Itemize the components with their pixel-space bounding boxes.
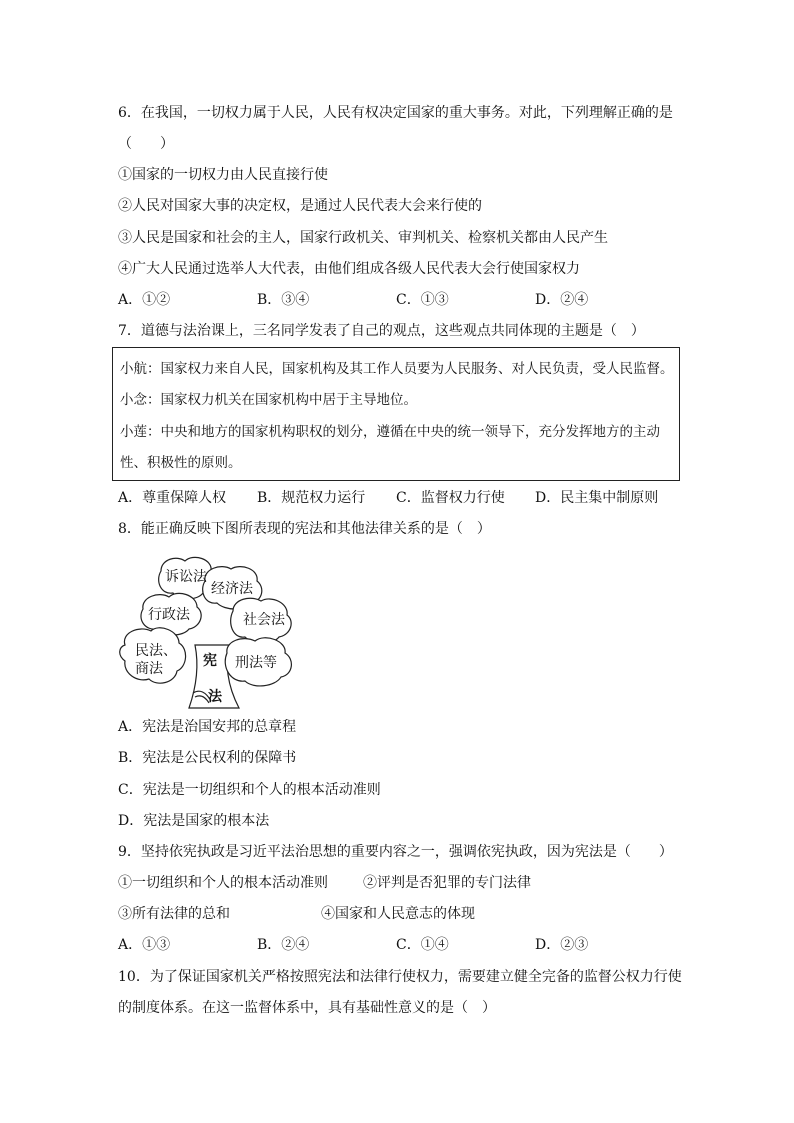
q8-option-a[interactable]: A．宪法是治国安邦的总章程 xyxy=(118,719,297,735)
q10-stem-line2: 的制度体系。在这一监督体系中，具有基础性意义的是（ ） xyxy=(118,1000,496,1016)
q7-quote-xiaolian-cont: 性、积极性的原则。 xyxy=(120,455,242,471)
leaf-label-xingzhengfa: 行政法 xyxy=(148,607,190,623)
q7-quote-xiaolian: 小莲：中央和地方的国家机构职权的划分，遵循在中央的统一领导下，充分发挥地方的主动 xyxy=(120,424,660,440)
q6-item-2: ②人民对国家大事的决定权，是通过人民代表大会来行使的 xyxy=(118,198,482,214)
q7-quote-xiaohang: 小航：国家权力来自人民，国家机构及其工作人员要为人民服务、对人民负责，受人民监督。 xyxy=(120,361,674,377)
q7-option-a[interactable]: A．尊重保障人权 xyxy=(118,490,227,506)
leaf-label-minfa: 民法、 xyxy=(135,643,177,659)
q7-quote-xiaonian: 小念：国家权力机关在国家机构中居于主导地位。 xyxy=(120,392,417,408)
leaf-label-shehuifa: 社会法 xyxy=(243,612,285,628)
q6-stem-line2: （ ） xyxy=(118,136,174,152)
trunk-label-fa: 法 xyxy=(208,689,222,705)
leaf-label-shangfa: 商法 xyxy=(135,661,163,677)
q7-quote-box xyxy=(112,347,680,481)
q9-option-a[interactable]: A．①③ xyxy=(118,937,171,953)
q8-option-c[interactable]: C．宪法是一切组织和个人的根本活动准则 xyxy=(118,782,381,798)
q6-item-4: ④广大人民通过选举人大代表，由他们组成各级人民代表大会行使国家权力 xyxy=(118,261,580,277)
q10-stem-line1: 10．为了保证国家机关严格按照宪法和法律行使权力，需要建立健全完备的监督公权力行使 xyxy=(118,969,682,985)
q7-stem: 7．道德与法治课上，三名同学发表了自己的观点，这些观点共同体现的主题是（ ） xyxy=(118,323,645,339)
q6-option-c[interactable]: C．①③ xyxy=(396,292,449,308)
q6-item-1: ①国家的一切权力由人民直接行使 xyxy=(118,167,328,183)
q9-option-c[interactable]: C．①④ xyxy=(396,937,449,953)
q6-stem-line1: 6．在我国，一切权力属于人民，人民有权决定国家的重大事务。对此，下列理解正确的是 xyxy=(118,105,673,121)
leaf-label-susongfa: 诉讼法 xyxy=(165,569,207,585)
q9-item-3: ③所有法律的总和 xyxy=(118,906,230,922)
q6-item-3: ③人民是国家和社会的主人，国家行政机关、审判机关、检察机关都由人民产生 xyxy=(118,230,608,246)
leaf-label-xingfa: 刑法等 xyxy=(235,655,277,671)
q9-item-1: ①一切组织和个人的根本活动准则 xyxy=(118,875,328,891)
q6-option-a[interactable]: A．①② xyxy=(118,292,171,308)
q9-option-b[interactable]: B．②④ xyxy=(257,937,310,953)
q8-stem: 8．能正确反映下图所表现的宪法和其他法律关系的是（ ） xyxy=(118,521,491,537)
q8-option-d[interactable]: D．宪法是国家的根本法 xyxy=(118,813,270,829)
q8-option-b[interactable]: B．宪法是公民权利的保障书 xyxy=(118,750,297,766)
leaf-label-jingjifa: 经济法 xyxy=(211,581,253,597)
constitution-tree-diagram xyxy=(117,553,307,713)
q9-item-4: ④国家和人民意志的体现 xyxy=(321,906,475,922)
q7-option-b[interactable]: B．规范权力运行 xyxy=(257,490,366,506)
trunk-label-xian: 宪 xyxy=(203,653,217,669)
q9-stem: 9．坚持依宪执政是习近平法治思想的重要内容之一，强调依宪执政，因为宪法是（ ） xyxy=(118,844,673,860)
q9-option-d[interactable]: D．②③ xyxy=(535,937,589,953)
q7-option-c[interactable]: C．监督权力行使 xyxy=(396,490,505,506)
q6-option-d[interactable]: D．②④ xyxy=(535,292,589,308)
q9-item-2: ②评判是否犯罪的专门法律 xyxy=(363,875,531,891)
q6-option-b[interactable]: B．③④ xyxy=(257,292,310,308)
q7-option-d[interactable]: D．民主集中制原则 xyxy=(535,490,659,506)
